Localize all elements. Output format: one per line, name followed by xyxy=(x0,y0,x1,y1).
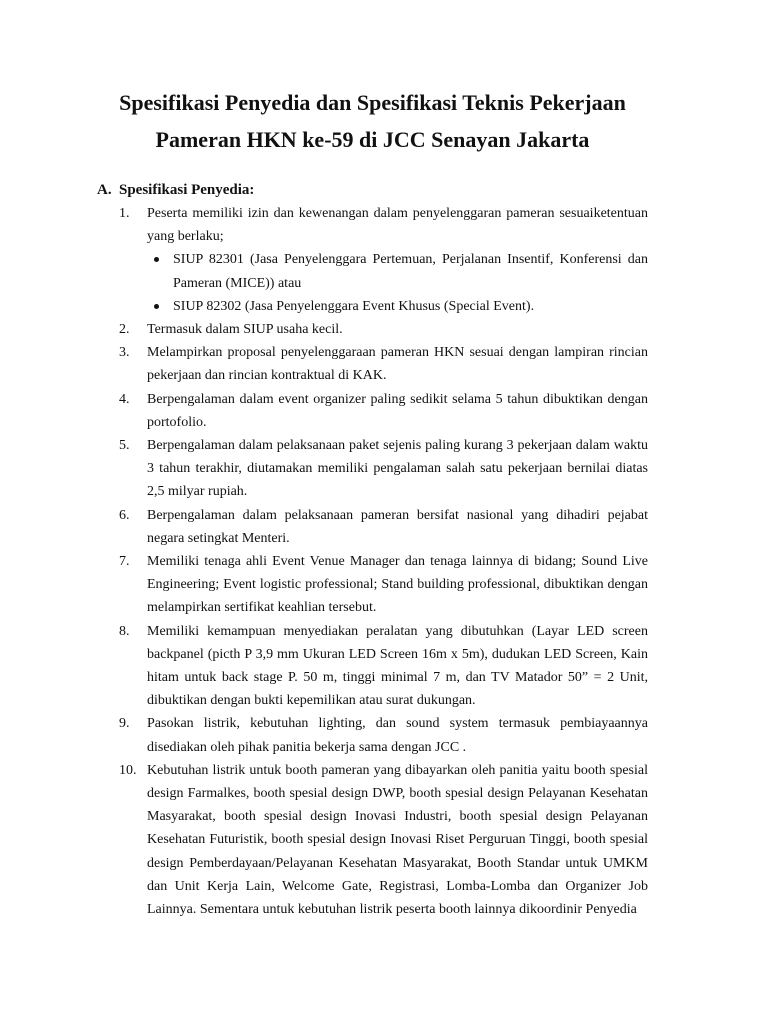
item-text: Pasokan listrik, kebutuhan lighting, dan sound system termasuk pembiayaannya disediakan oleh pihak panitia bekerja sama dengan JCC . xyxy=(147,716,648,755)
bullet-text: SIUP 82301 (Jasa Penyelenggara Pertemuan, Perjalanan Insentif, Konferensi dan Pameran (MICE)) atau xyxy=(173,252,648,291)
item-number: 6. xyxy=(119,507,130,523)
item-text: Memiliki tenaga ahli Event Venue Manager dan tenaga lainnya di bidang; Sound Live Engineering; Event logistic professional; Stand building professional, dibuktikan dengan melampirkan sertifikat keahlian tersebut. xyxy=(147,554,648,616)
item-text: Peserta memiliki izin dan kewenangan dalam penyelenggaran pameran sesuaiketentuan yang berlaku; xyxy=(147,206,648,245)
item-text: Berpengalaman dalam event organizer paling sedikit selama 5 tahun dibuktikan dengan portofolio. xyxy=(147,391,648,430)
item-number: 9. xyxy=(119,716,130,732)
list-item xyxy=(97,318,648,341)
item-number: 3. xyxy=(119,345,130,361)
section-letter: A. xyxy=(97,182,112,198)
item-text: Berpengalaman dalam pelaksanaan pameran bersifat nasional yang dihadiri pejabat negara setingkat Menteri. xyxy=(147,507,648,546)
item-number: 7. xyxy=(119,554,130,570)
item-number: 8. xyxy=(119,623,130,639)
list-item xyxy=(97,620,648,713)
bullet-icon xyxy=(147,295,173,318)
item-text: Kebutuhan listrik untuk booth pameran yang dibayarkan oleh panitia yaitu booth spesial design Farmalkes, booth spesial design DWP, booth spesial design Pelayanan Kesehatan Masyarakat, booth spesial design Inovasi Industri, booth spesial design Pelayanan Kesehatan Futuristik, booth spesial design Inovasi Riset Perguruan Tinggi, booth spesial design Pemberdayaan/Pelayanan Kesehatan Masyarakat, Booth Standar untuk UMKM dan Unit Kerja Lain, Welcome Gate, Registrasi, Lomba-Lomba dan Organizer Job Lainnya. Sementara untuk kebutuhan listrik peserta booth lainnya dikoordinir Penyedia xyxy=(147,762,648,918)
list-item xyxy=(97,434,648,504)
requirements-list xyxy=(97,202,648,921)
item-number: 2. xyxy=(119,322,130,338)
list-item xyxy=(97,712,648,758)
item-text: Melampirkan proposal penyelenggaraan pameran HKN sesuai dengan lampiran rincian pekerjaan dan rincian kontraktual di KAK. xyxy=(147,345,648,384)
bullet-icon xyxy=(147,248,173,294)
list-item xyxy=(97,341,648,387)
section-heading xyxy=(97,178,648,202)
item-number: 10. xyxy=(119,762,137,778)
list-item xyxy=(97,550,648,620)
item-text: Termasuk dalam SIUP usaha kecil. xyxy=(147,322,343,338)
title-line-2: Pameran HKN ke-59 di JCC Senayan Jakarta xyxy=(155,127,590,152)
bullet-text: SIUP 82302 (Jasa Penyelenggara Event Khusus (Special Event). xyxy=(173,298,535,314)
document-title xyxy=(97,84,648,158)
bullet-item xyxy=(147,248,648,294)
item-number: 1. xyxy=(119,206,130,221)
list-item xyxy=(97,504,648,550)
title-line-1: Spesifikasi Penyedia dan Spesifikasi Teknis Pekerjaan xyxy=(119,90,626,115)
list-item xyxy=(97,202,648,318)
list-item xyxy=(97,759,648,921)
section-heading-text: Spesifikasi Penyedia: xyxy=(119,182,255,198)
bullet-item xyxy=(147,295,648,318)
siup-bullet-list xyxy=(147,248,648,318)
item-text: Memiliki kemampuan menyediakan peralatan yang dibutuhkan (Layar LED screen backpanel (picth P 3,9 mm Ukuran LED Screen 16m x 5m), dudukan LED Screen, Kain hitam untuk back stage P. 50 m, tinggi minimal 7 m, dan TV Matador 50” = 2 Unit, dibuktikan dengan bukti kepemilikan atau surat dukungan. xyxy=(147,623,648,709)
list-item xyxy=(97,388,648,434)
item-number: 5. xyxy=(119,438,130,454)
item-number: 4. xyxy=(119,391,130,407)
item-text: Berpengalaman dalam pelaksanaan paket sejenis paling kurang 3 pekerjaan dalam waktu 3 tahun terakhir, diutamakan memiliki pengalaman salah satu pekerjaan bernilai diatas 2,5 milyar rupiah. xyxy=(147,438,648,500)
